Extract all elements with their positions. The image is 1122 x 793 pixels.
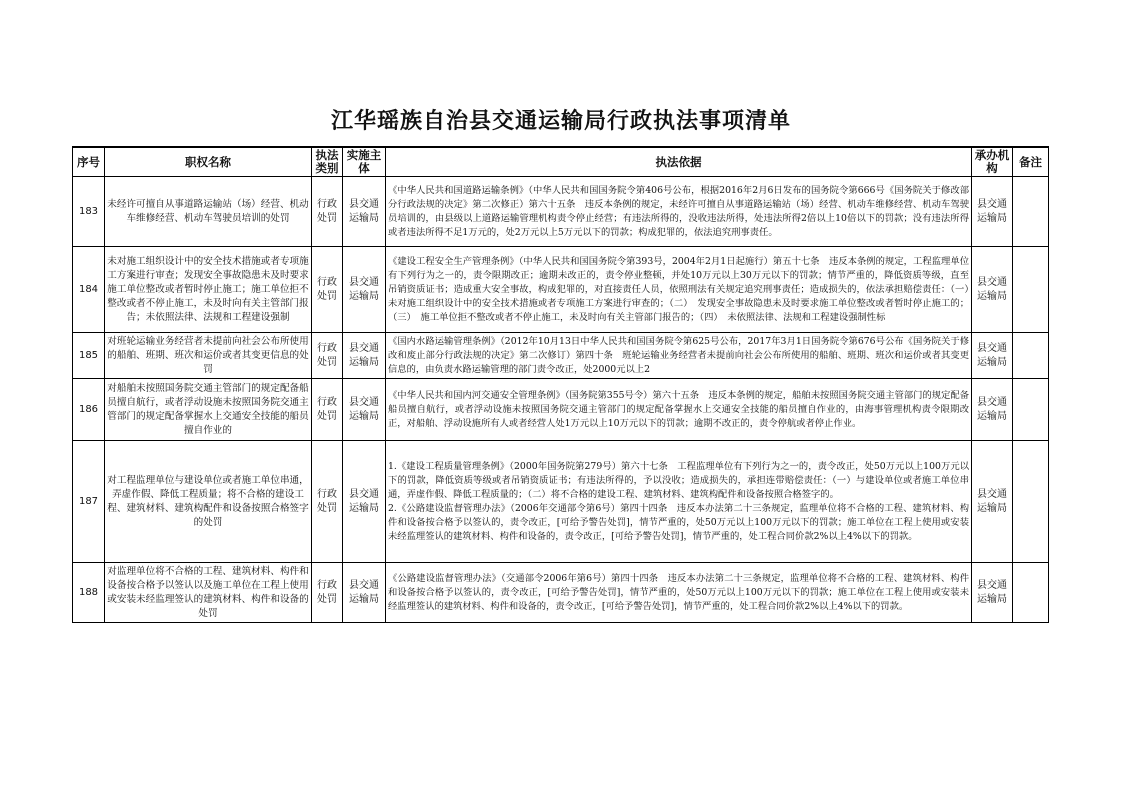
row-remark (1013, 247, 1049, 333)
row-enforcement-type: 行政处罚 (312, 247, 343, 333)
row-subject: 县交通运输局 (343, 441, 386, 563)
table-header-row (73, 147, 1049, 177)
row-enforcement-type: 行政处罚 (312, 177, 343, 247)
row-legal-basis (386, 379, 972, 441)
row-enforcement-type: 行政处罚 (312, 333, 343, 379)
row-remark (1013, 563, 1049, 623)
row-number: 187 (73, 441, 105, 563)
legal-basis-paragraph: 《国内水路运输管理条例》（2012年10月13日中华人民共和国国务院令第625号公布，2017年3月1日国务院令第676号公布《国务院关于修改和废止部分行政法规的决定》第二次修订）第四十条 班轮运输业务经营者未提前向社会公布所使用的船舶、班期、班次和运价或者其变更信息的，由负责水路运输管理的部门责令改正，处2000元以上2 (388, 335, 969, 375)
legal-basis-text (388, 572, 969, 614)
legal-basis-text (388, 389, 969, 431)
legal-basis-paragraph: 1.《建设工程质量管理条例》（2000年国务院第279号）第六十七条 工程监理单位有下列行为之一的，责令改正，处50万元以上100万元以下的罚款，降低资质等级或者吊销资质证书；有违法所得的，予以没收；造成损失的，承担连带赔偿责任：（一）与建设单位或者施工单位串通，弄虚作假、降低工程质量的；（二）将不合格的建设工程、建筑材料、建筑构配件和设备按照合格签字的。 (388, 460, 969, 500)
legal-basis-paragraph: 《中华人民共和国内河交通安全管理条例》（国务院第355号令）第六十五条 违反本条例的规定，船舶未按照国务院交通主管部门的规定配备船员擅自航行，或者浮动设施未按照国务院交通主管部门的规定配备掌握水上交通安全技能的船员擅自作业的，由海事管理机构责令限期改正，对船舶、浮动设施所有人或者经营人处1万元以上10万元以下的罚款；逾期不改正的，责令停航或者停止作业。 (388, 389, 969, 429)
header-type: 执法类别 (312, 147, 343, 177)
legal-basis-paragraph: 《公路建设监督管理办法》（交通部令2006年第6号）第四十四条 违反本办法第二十三条规定，监理单位将不合格的工程、建筑材料、构件和设备按合格予以签认的，责令改正，[可给予警告处罚]，情节严重的，处50万元以上100万元以下的罚款；施工单位在工程上使用或安装未经监理签认的建筑材料、构件和设备的，责令改正，[可给予警告处罚]，情节严重的，处工程合同价款2%以上4%以下的罚款。 (388, 572, 969, 612)
table-row (73, 563, 1049, 623)
table-row (73, 247, 1049, 333)
row-subject: 县交通运输局 (343, 379, 386, 441)
row-undertaking-unit: 县交通运输局 (972, 247, 1013, 333)
header-remark: 备注 (1013, 147, 1049, 177)
table-row (73, 177, 1049, 247)
table-row (73, 333, 1049, 379)
row-undertaking-unit: 县交通运输局 (972, 177, 1013, 247)
row-subject: 县交通运输局 (343, 177, 386, 247)
legal-basis-text (388, 335, 969, 377)
row-undertaking-unit: 县交通运输局 (972, 333, 1013, 379)
row-subject: 县交通运输局 (343, 333, 386, 379)
legal-basis-paragraph: 2.《公路建设监督管理办法》（2006年交通部令第6号）第四十四条 违反本办法第二十三条规定，监理单位将不合格的工程、建筑材料、构件和设备按合格予以签认的，责令改正，[可给予警告处罚]，情节严重的，处50万元以上100万元以下的罚款；施工单位在工程上使用或安装未经监理签认的建筑材料、构件和设备的，责令改正，[可给予警告处罚]，情节严重的，处工程合同价款2%以上4%以下的罚款。 (388, 502, 969, 542)
header-no: 序号 (73, 147, 105, 177)
header-undertake: 承办机构 (972, 147, 1013, 177)
row-power-name: 未经许可擅自从事道路运输站（场）经营、机动车维修经营、机动车驾驶员培训的处罚 (105, 177, 312, 247)
row-subject: 县交通运输局 (343, 563, 386, 623)
row-legal-basis (386, 563, 972, 623)
row-number: 186 (73, 379, 105, 441)
row-remark (1013, 177, 1049, 247)
header-name: 职权名称 (105, 147, 312, 177)
page-title: 江华瑶族自治县交通运输局行政执法事项清单 (330, 108, 791, 134)
row-legal-basis (386, 177, 972, 247)
legal-basis-paragraph: 《建设工程安全生产管理条例》（中华人民共和国国务院令第393号，2004年2月1日起施行）第五十七条 违反本条例的规定，工程监理单位有下列行为之一的，责令限期改正；逾期未改正的，责令停业整顿，并处10万元以上30万元以下的罚款；情节严重的，降低资质等级，直至吊销资质证书；造成重大安全事故，构成犯罪的，对直接责任人员，依照刑法有关规定追究刑事责任；造成损失的，依法承担赔偿责任：（一） 未对施工组织设计中的安全技术措施或者专项施工方案进行审查的；（二） 发现安全事故隐患未及时要求施工单位整改或者暂时停止施工的；（三） 施工单位拒不整改或者不停止施工，未及时向有关主管部门报告的；（四） 未依照法律、法规和工程建设强制性标 (388, 255, 979, 323)
row-number: 185 (73, 333, 105, 379)
row-enforcement-type: 行政处罚 (312, 441, 343, 563)
row-power-name: 未对施工组织设计中的安全技术措施或者专项施工方案进行审查；发现安全事故隐患未及时要求施工单位整改或者暂时停止施工；施工单位拒不整改或者不停止施工，未及时向有关主管部门报告；未依照法律、法规和工程建设强制 (105, 247, 312, 333)
header-subject: 实施主体 (343, 147, 386, 177)
row-undertaking-unit: 县交通运输局 (972, 563, 1013, 623)
row-enforcement-type: 行政处罚 (312, 379, 343, 441)
row-enforcement-type: 行政处罚 (312, 563, 343, 623)
row-legal-basis (386, 441, 972, 563)
legal-basis-text (388, 184, 969, 240)
row-number: 183 (73, 177, 105, 247)
legal-basis-text (388, 255, 979, 325)
legal-basis-text (388, 460, 969, 544)
legal-basis-paragraph: 《中华人民共和国道路运输条例》（中华人民共和国国务院令第406号公布，根据2016年2月6日发布的国务院令第666号《国务院关于修改部分行政法规的决定》第二次修正）第六十五条 违反本条例的规定，未经许可擅自从事道路运输站（场）经营、机动车维修经营、机动车驾驶员培训的，由县级以上道路运输管理机构责令停止经营；有违法所得的，没收违法所得，处违法所得2倍以上10倍以下的罚款；没有违法所得或者违法所得不足1万元的，处2万元以上5万元以下的罚款；构成犯罪的，依法追究刑事责任。 (388, 184, 969, 238)
row-legal-basis (386, 333, 972, 379)
row-subject: 县交通运输局 (343, 247, 386, 333)
row-undertaking-unit: 县交通运输局 (972, 441, 1013, 563)
row-legal-basis (386, 247, 979, 333)
row-number: 184 (73, 247, 105, 333)
table-row (73, 379, 1049, 441)
row-power-name: 对班轮运输业务经营者未提前向社会公布所使用的船舶、班期、班次和运价或者其变更信息的处罚 (105, 333, 312, 379)
enforcement-table (72, 146, 1049, 623)
row-power-name: 对工程监理单位与建设单位或者施工单位串通，弄虚作假、降低工程质量；将不合格的建设工程、建筑材料、建筑构配件和设备按照合格签字的处罚 (105, 441, 312, 563)
row-remark (1013, 379, 1049, 441)
row-remark (1013, 333, 1049, 379)
row-power-name: 对船舶未按照国务院交通主管部门的规定配备船员擅自航行，或者浮动设施未按照国务院交通主管部门的规定配备掌握水上交通安全技能的船员擅自作业的 (105, 379, 312, 441)
table-row (73, 441, 1049, 563)
header-basis: 执法依据 (386, 147, 972, 177)
row-number: 188 (73, 563, 105, 623)
row-power-name: 对监理单位将不合格的工程、建筑材料、构件和设备按合格予以签认以及施工单位在工程上使用或安装未经监理签认的建筑材料、构件和设备的处罚 (105, 563, 312, 623)
row-remark (1013, 441, 1049, 563)
row-undertaking-unit: 县交通运输局 (972, 379, 1013, 441)
